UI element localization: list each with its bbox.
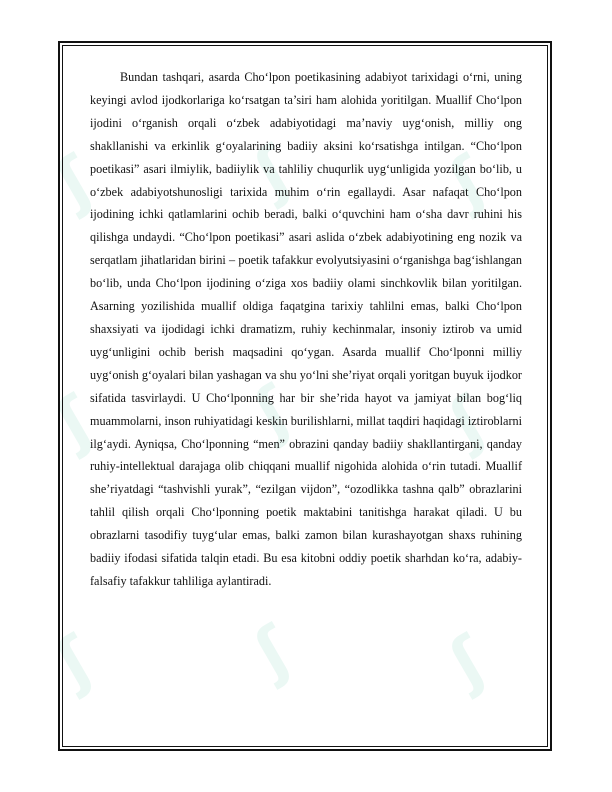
watermark-logo-icon: ʃ: [45, 143, 106, 221]
watermark-logo-icon: ʃ: [243, 133, 304, 211]
watermark-logo-icon: ʃ: [438, 623, 499, 701]
watermark-logo-icon: ʃ: [438, 143, 499, 221]
watermark-logo-icon: ʃ: [45, 383, 106, 461]
watermark-logo-icon: ʃ: [243, 373, 304, 451]
body-paragraph: Bundan tashqari, asarda Cho‘lpon poetikasining adabiyot tarixidagi o‘rni, uning keyingi avlod ijodkorlariga ko‘rsatgan ta’siri ham alohida yoritilgan. Muallif Cho‘lpon ijodini o‘rganish orqali o‘zbek adabiyotidagi ma’naviy uyg‘onish, milliy ong shakllanishi va erkinlik g‘oyalarining badiiy aksini ko‘rsatishga intilgan. “Cho‘lpon poetikasi” asari ilmiylik, badiiylik va tahliliy chuqurlik uyg‘unligida yozilgan bo‘lib, u o‘zbek adabiyotshunosligi tarixida muhim o‘rin egallaydi. Asar nafaqat Cho‘lpon ijodining ichki qatlamlarini ochib beradi, balki o‘quvchini ham o‘sha davr ruhini his qilishga undaydi. “Cho‘lpon poetikasi” asari aslida o‘zbek adabiyotining eng nozik va serqatlam jihatlaridan birini – poetik tafakkur evolyutsiyasini o‘rganishga bag‘ishlangan bo‘lib, unda Cho‘lpon ijodining o‘ziga xos badiiy olami sinchkovlik bilan yoritilgan. Asarning yozilishida muallif oldiga faqatgina tarixiy tahlilni emas, balki Cho‘lpon shaxsiyati va ijodidagi ichki dramatizm, ruhiy kechinmalar, insoniy iztirob va umid uyg‘unligini ochib berish maqsadini qo‘ygan. Asarda muallif Cho‘lponni milliy uyg‘onish g‘oyalari bilan yashagan va shu yo‘lni she’riyat orqali yoritgan buyuk ijodkor sifatida tasvirlaydi. U Cho‘lponning har bir she’rida hayot va jamiyat bilan bog‘liq muammolarni, inson ruhiyatidagi keskin burilishlarni, millat taqdiri haqidagi iztiroblarni ilg‘aydi. Ayniqsa, Cho‘lponning “men” obrazini qanday badiiy shakllantirgani, qanday ruhiy-intellektual darajaga olib chiqqani muallif nigohida alohida o‘rin tutadi. Muallif she’riyatdagi “tashvishli yurak”, “ezilgan vijdon”, “ozodlikka tashna qalb” obrazlarini tahlil qilish orqali Cho‘lponning poetik maktabini tanitishga harakat qiladi. U bu obrazlarni tasodifiy tuyg‘ular emas, balki zamon bilan kurashayotgan shaxs ruhining badiiy ifodasi sifatida talqin etadi. Bu esa kitobni oddiy poetik sharhdan ko‘ra, adabiy-falsafiy tafakkur tahliliga aylantiradi.: [90, 70, 522, 588]
body-text-block: [90, 66, 522, 593]
watermark-logo-icon: ʃ: [45, 623, 106, 701]
watermark-logo-icon: ʃ: [243, 613, 304, 691]
watermark-logo-icon: ʃ: [438, 383, 499, 461]
